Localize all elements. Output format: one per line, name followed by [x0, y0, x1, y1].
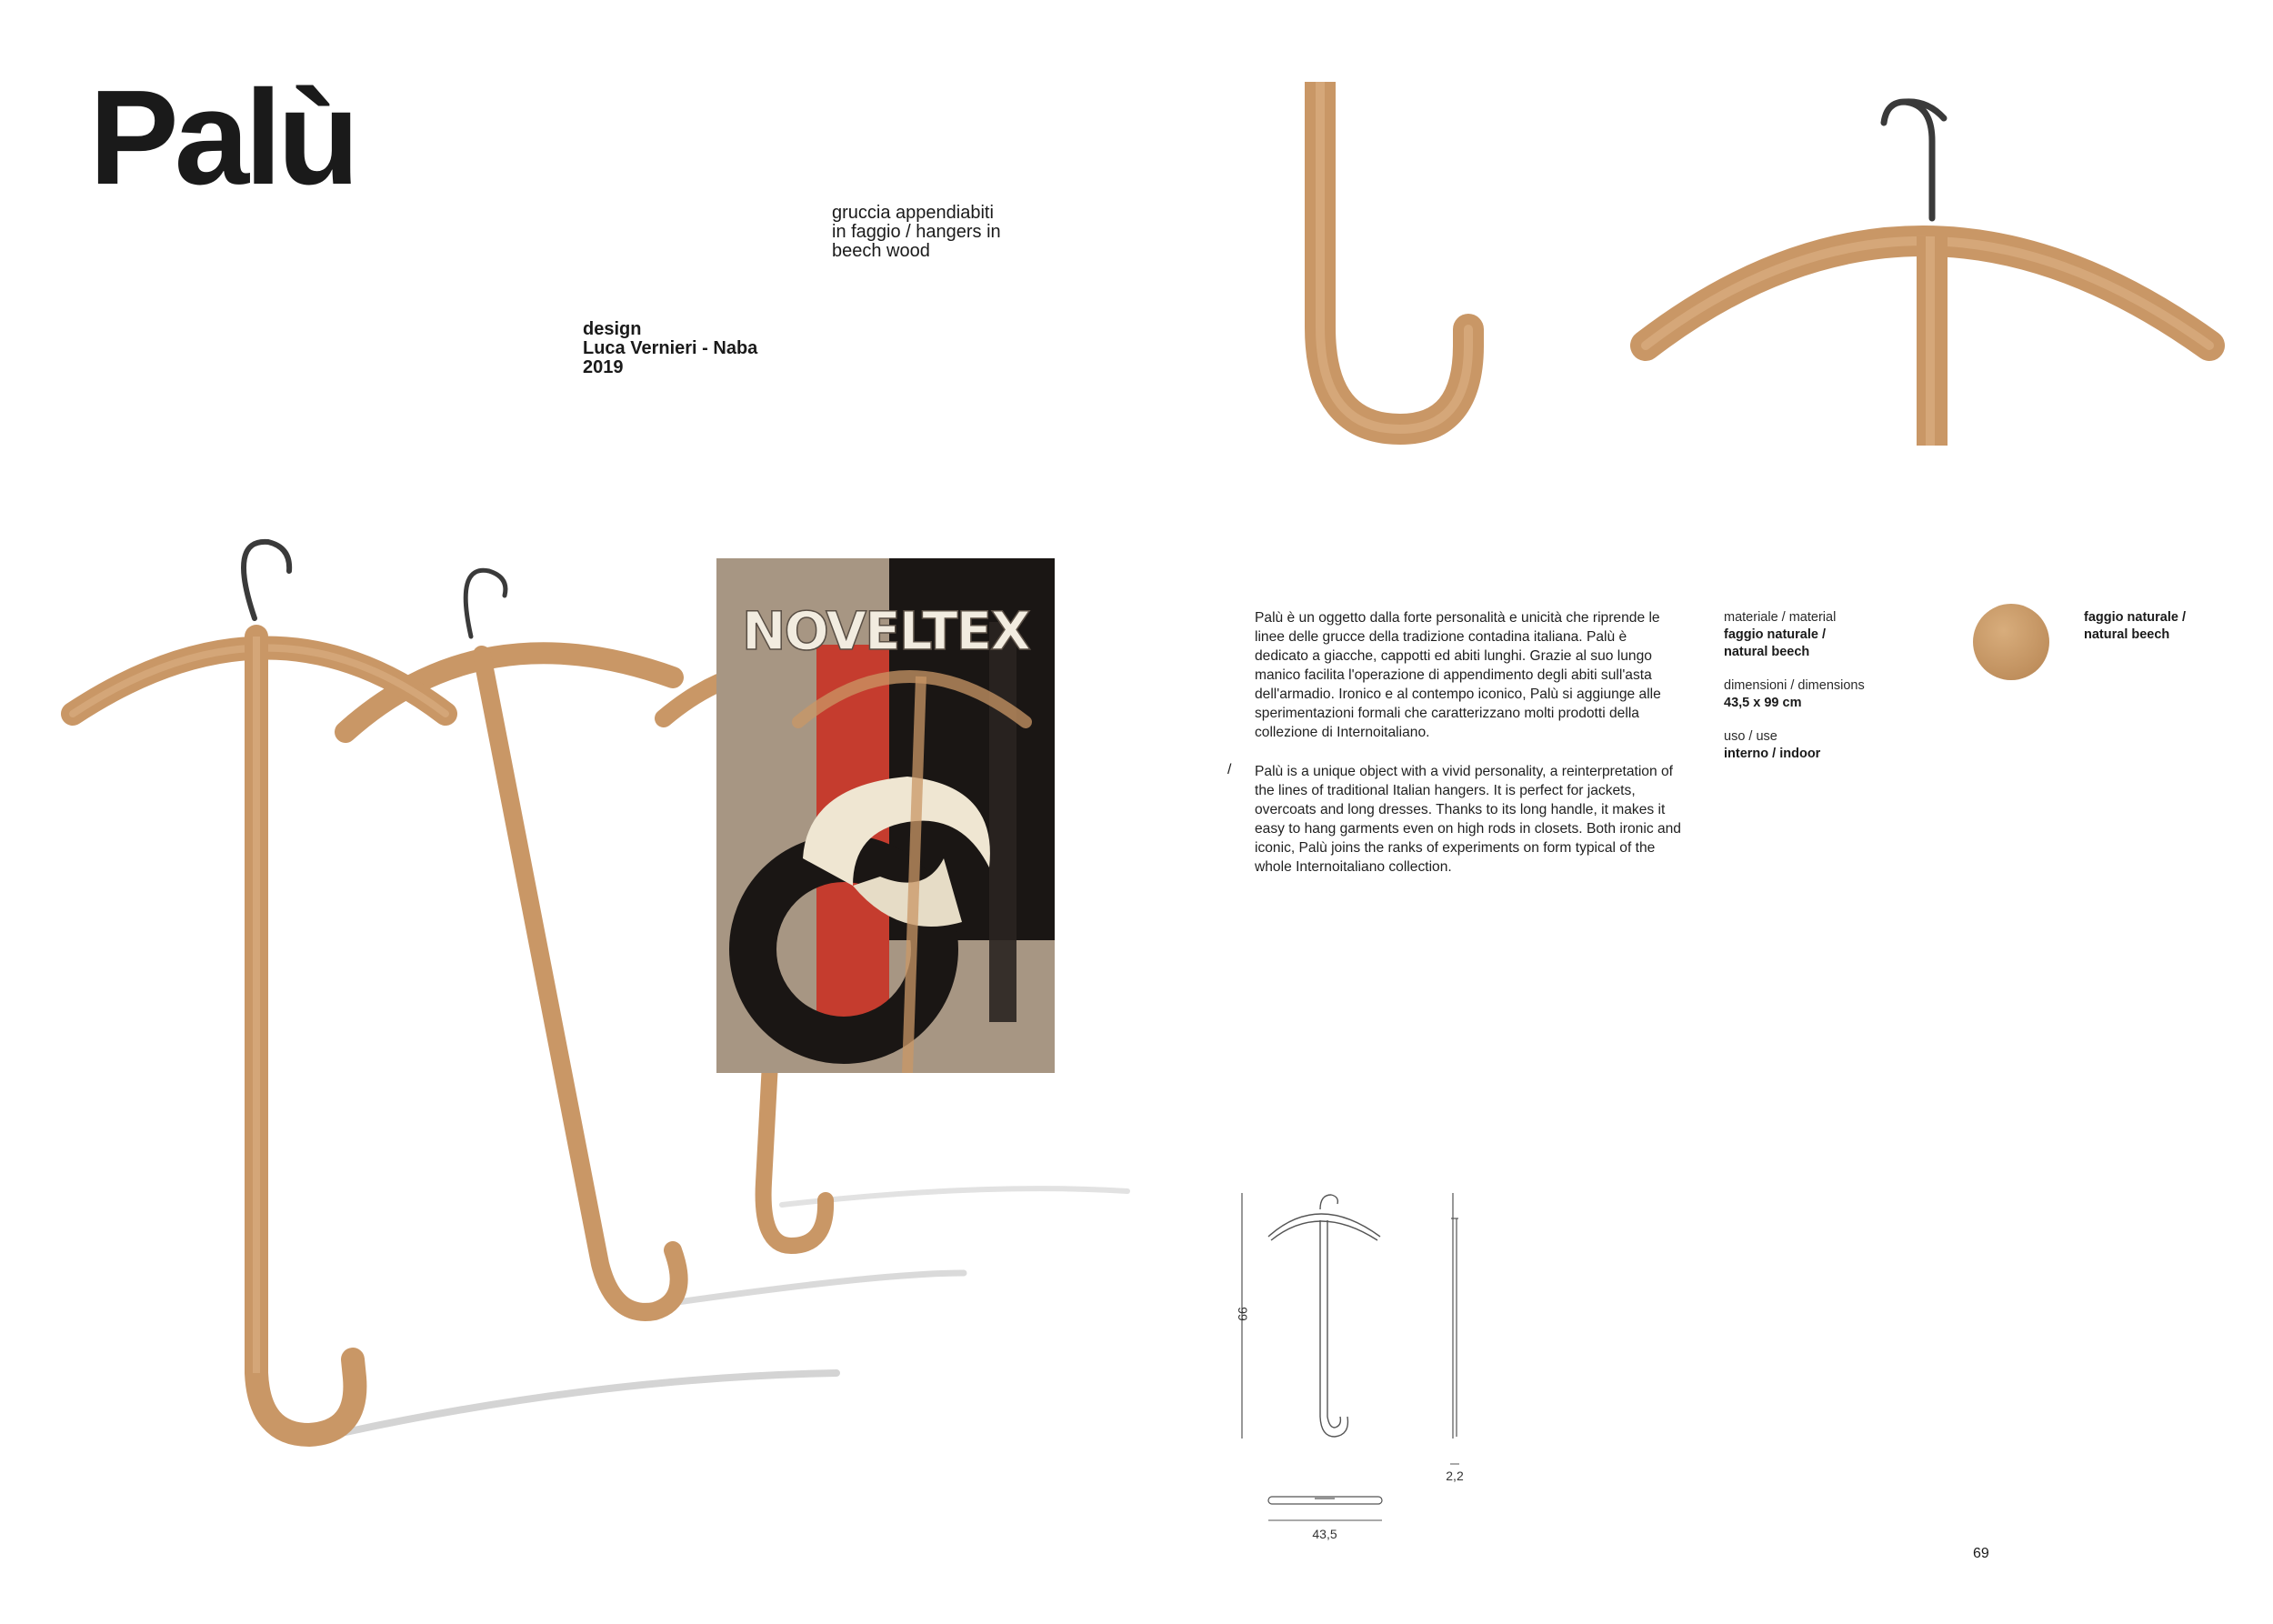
description-english: Palù is a unique object with a vivid personality, a reinterpretation of the lines of traditional Italian hangers. It is perfect for jackets, overcoats and long dresses. Thanks to its long handle, it makes it easy to hang garments even on high rods in closets. Both ironic and iconic, Palù joins the ranks of experiments on form typical of the whole Internoitaliano collection.	[1255, 764, 1681, 875]
spec-material	[1724, 609, 1942, 661]
design-credit	[583, 320, 757, 377]
noveltex-poster-image	[716, 558, 1055, 1073]
swatch-label-line: faggio naturale /	[2084, 610, 2186, 625]
spec-material-value: faggio naturale /	[1724, 627, 1826, 642]
technical-drawing	[1218, 1182, 1527, 1555]
dimension-height-label: 99	[1236, 1307, 1250, 1321]
spec-dimensions	[1724, 677, 1942, 712]
hanger-top-detail-photo	[1627, 82, 2228, 446]
spec-dimensions-value: 43,5 x 99 cm	[1724, 696, 1802, 710]
product-subtitle	[832, 204, 1050, 261]
product-title: Palù	[89, 63, 355, 213]
hanger-handle-detail-photo	[1300, 82, 1500, 446]
dimension-width-label: 43,5	[1312, 1527, 1337, 1541]
design-label: design	[583, 319, 642, 339]
product-specs	[1724, 609, 1942, 779]
subtitle-line: beech wood	[832, 241, 930, 261]
description-italian: Palù è un oggetto dalla forte personalità e unicità che riprende le linee delle grucce della tradizione contadina italiana. Palù è dedicato a giacche, cappotti ed abiti lunghi. Grazie al suo lungo manico facilita l'operazione di appendimento degli abiti sull'asta dell'armadio. Ironico e al contempo iconico, Palù si aggiunge alle sperimentazioni formali che caratterizzano molti prodotti della collezione di Internoitaliano.	[1255, 610, 1661, 740]
spec-use-label: uso / use	[1724, 729, 1777, 744]
swatch-label-line: natural beech	[2084, 627, 2170, 642]
language-separator: /	[1227, 762, 1232, 777]
subtitle-line: gruccia appendiabiti	[832, 203, 994, 223]
spec-material-label: materiale / material	[1724, 610, 1837, 625]
subtitle-line: in faggio / hangers in	[832, 222, 1001, 242]
page-number: 69	[1973, 1546, 1989, 1561]
spec-material-value: natural beech	[1724, 645, 1810, 659]
finish-swatch	[1973, 604, 2049, 680]
spec-dimensions-label: dimensioni / dimensions	[1724, 678, 1865, 693]
finish-swatch-label	[2084, 609, 2211, 644]
dimension-depth-label: 2,2	[1446, 1469, 1464, 1483]
spec-use	[1724, 728, 1942, 763]
poster-wordmark: NOVELTEX	[741, 600, 1030, 662]
designer-name: Luca Vernieri - Naba	[583, 338, 758, 358]
spec-use-value: interno / indoor	[1724, 747, 1821, 761]
design-year: 2019	[583, 357, 624, 377]
